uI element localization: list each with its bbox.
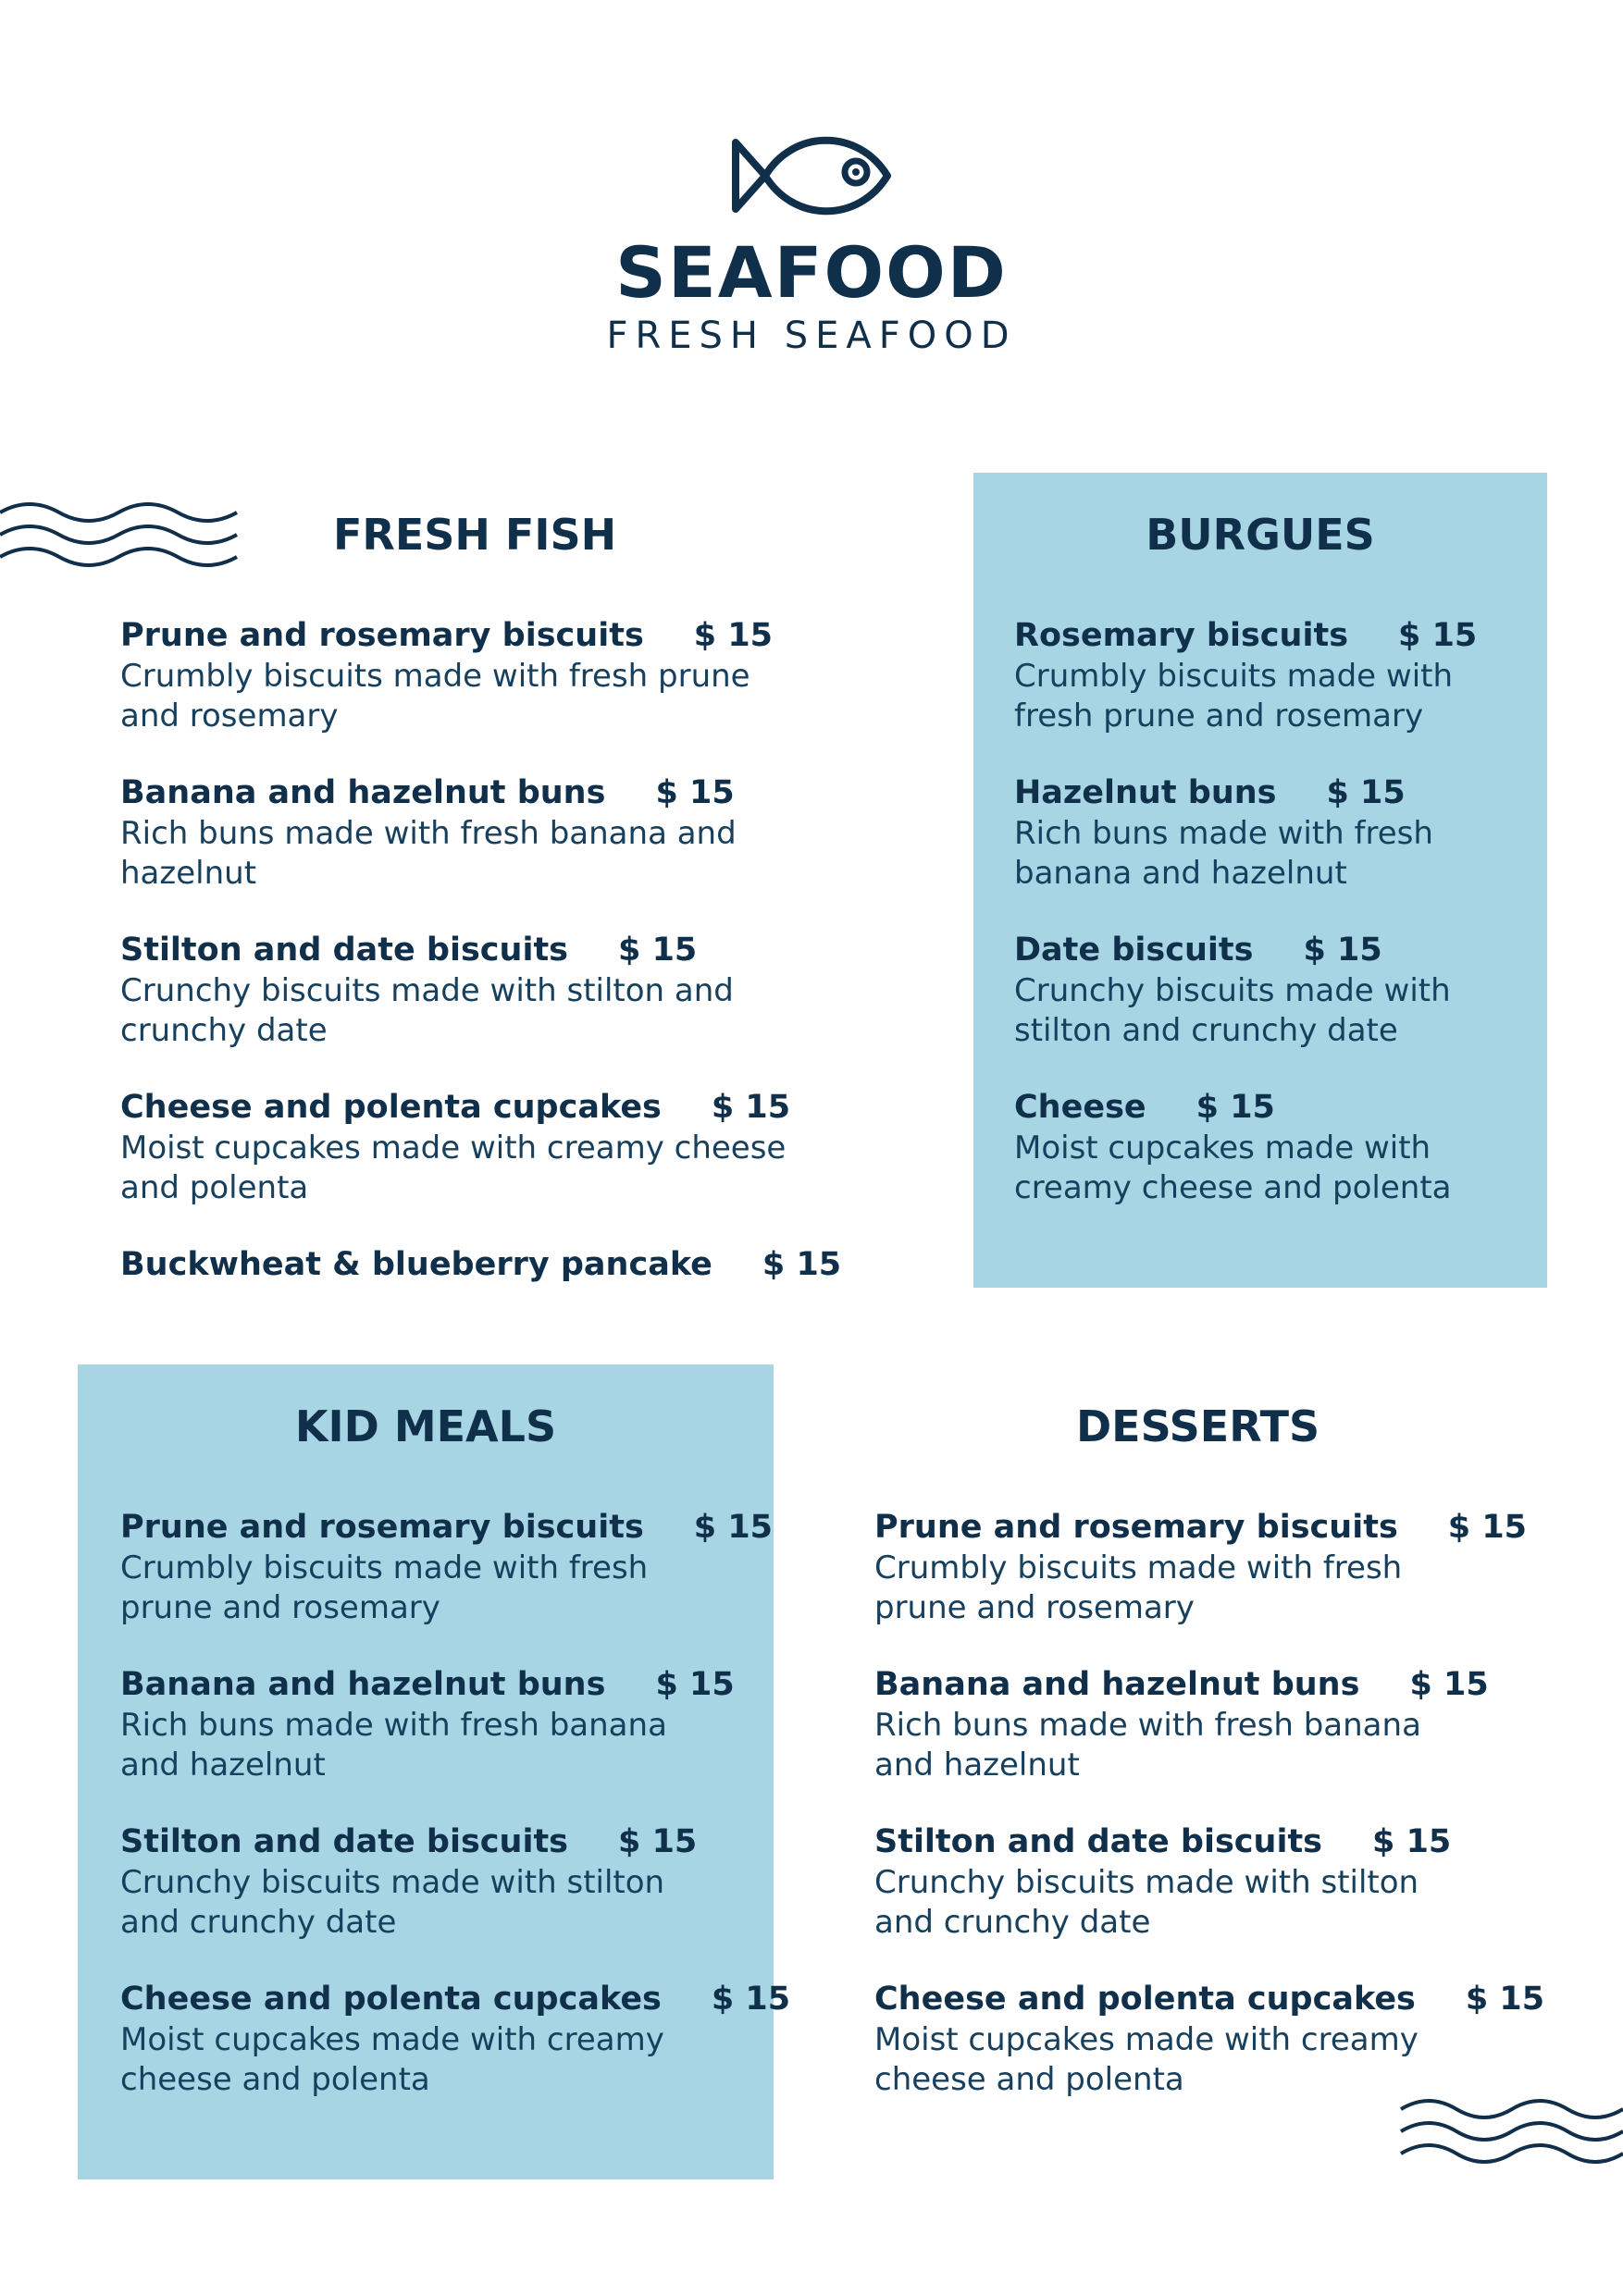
item-price: $ 15 — [618, 1823, 698, 1860]
item-description: Moist cupcakes made with creamy cheese and polenta — [120, 2021, 664, 2098]
menu-item — [1014, 1086, 1547, 1208]
menu-item — [120, 1663, 774, 1785]
item-name: Stilton and date biscuits — [120, 932, 569, 969]
menu-item — [120, 929, 879, 1051]
section-kid-meals — [78, 1364, 791, 2179]
item-description: Crumbly biscuits made with fresh prune and rosemary — [120, 658, 750, 734]
section-title: DESSERTS — [1076, 1401, 1320, 1451]
item-name: Cheese and polenta cupcakes — [120, 1981, 662, 2018]
menu-item — [120, 772, 879, 894]
item-price: $ 15 — [1409, 1666, 1489, 1703]
item-description: Crunchy biscuits made with stilton and crunchy date — [874, 1864, 1419, 1941]
menu-item — [874, 1663, 1541, 1785]
item-price: $ 15 — [1326, 774, 1406, 811]
menu-item — [1014, 929, 1547, 1051]
menu-item — [120, 1821, 774, 1943]
item-description: Crumbly biscuits made with fresh prune and rosemary — [874, 1549, 1403, 1626]
item-price: $ 15 — [618, 932, 698, 969]
fish-icon — [728, 130, 895, 222]
item-price: $ 15 — [711, 1981, 791, 2018]
item-price: $ 15 — [655, 1666, 735, 1703]
item-name: Banana and hazelnut buns — [120, 1666, 606, 1703]
menu-item — [120, 1978, 791, 2100]
section-title: KID MEALS — [294, 1401, 557, 1451]
item-description: Moist cupcakes made with creamy cheese and polenta — [874, 2021, 1419, 2098]
item-name: Prune and rosemary biscuits — [120, 1509, 644, 1546]
section-title: BURGUES — [1146, 510, 1375, 560]
item-price: $ 15 — [762, 1246, 842, 1283]
item-name: Hazelnut buns — [1014, 774, 1277, 811]
menu-item — [120, 1506, 774, 1628]
item-description: Rich buns made with fresh banana and hazelnut — [120, 815, 737, 892]
item-description: Crunchy biscuits made with stilton and crunchy date — [1014, 972, 1451, 1049]
item-price: $ 15 — [693, 1509, 774, 1546]
menu-item — [120, 614, 879, 736]
item-name: Rosemary biscuits — [1014, 617, 1349, 654]
item-description: Crumbly biscuits made with fresh prune and rosemary — [120, 1549, 649, 1626]
menu-item — [874, 1978, 1545, 2100]
section-burgues — [973, 473, 1547, 1288]
item-price: $ 15 — [655, 774, 735, 811]
brand-title: SEAFOOD — [615, 231, 1008, 314]
item-name: Date biscuits — [1014, 932, 1254, 969]
item-description: Rich buns made with fresh banana and hazelnut — [120, 1707, 667, 1784]
item-description: Crunchy biscuits made with stilton and crunchy date — [120, 972, 734, 1049]
item-name: Cheese and polenta cupcakes — [120, 1089, 662, 1126]
item-price: $ 15 — [693, 617, 774, 654]
brand-subtitle: FRESH SEAFOOD — [606, 315, 1017, 357]
menu-item — [1014, 772, 1547, 894]
item-price: $ 15 — [1398, 617, 1478, 654]
item-description: Crunchy biscuits made with stilton and crunchy date — [120, 1864, 665, 1941]
item-price: $ 15 — [1447, 1509, 1528, 1546]
item-price: $ 15 — [1372, 1823, 1452, 1860]
section-title: FRESH FISH — [333, 510, 617, 560]
item-price: $ 15 — [711, 1089, 791, 1126]
item-name: Prune and rosemary biscuits — [874, 1509, 1398, 1546]
menu-item — [120, 1086, 879, 1208]
item-name: Prune and rosemary biscuits — [120, 617, 644, 654]
item-name: Banana and hazelnut buns — [120, 774, 606, 811]
item-name: Buckwheat & blueberry pancake — [120, 1246, 712, 1283]
item-description: Crumbly biscuits made with fresh prune and rosemary — [1014, 658, 1454, 734]
menu-item — [874, 1506, 1541, 1628]
item-name: Stilton and date biscuits — [874, 1823, 1323, 1860]
item-name: Cheese and polenta cupcakes — [874, 1981, 1416, 2018]
section-desserts — [874, 1399, 1545, 2139]
item-description: Moist cupcakes made with creamy cheese and polenta — [120, 1129, 787, 1206]
menu-header — [0, 130, 1623, 359]
menu-item — [874, 1821, 1541, 1943]
item-name: Stilton and date biscuits — [120, 1823, 569, 1860]
item-price: $ 15 — [1303, 932, 1382, 969]
item-name: Banana and hazelnut buns — [874, 1666, 1360, 1703]
menu-item — [1014, 614, 1547, 736]
item-name: Cheese — [1014, 1089, 1146, 1126]
section-fresh-fish — [120, 507, 879, 1283]
item-price: $ 15 — [1465, 1981, 1545, 2018]
menu-item — [120, 1243, 879, 1286]
item-description: Rich buns made with fresh banana and hazelnut — [1014, 815, 1433, 892]
item-description: Moist cupcakes made with creamy cheese and polenta — [1014, 1129, 1452, 1206]
item-price: $ 15 — [1196, 1089, 1275, 1126]
item-description: Rich buns made with fresh banana and hazelnut — [874, 1707, 1421, 1784]
